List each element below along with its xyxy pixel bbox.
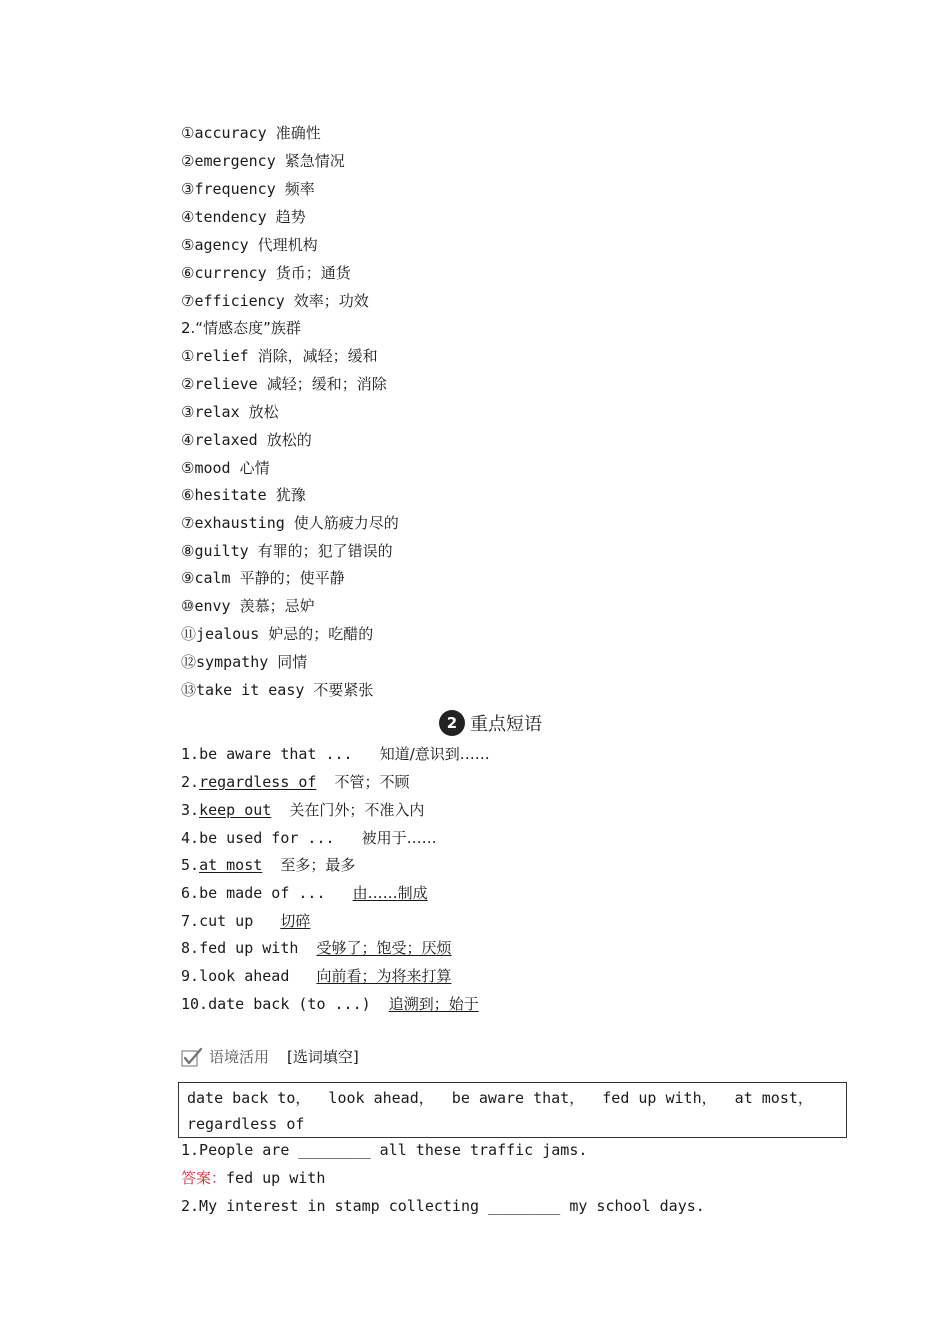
word-bank-line-2: regardless of xyxy=(187,1115,305,1133)
vocab-item: ⑦efficiency 效率；功效 xyxy=(181,292,369,310)
word-bank-box xyxy=(178,1082,847,1138)
phrase-item: 8.fed up with 受够了；饱受；厌烦 xyxy=(181,939,452,957)
vocab-item: ⑧guilty 有罪的；犯了错误的 xyxy=(181,542,393,560)
phrase-item: 1.be aware that ... 知道/意识到…… xyxy=(181,745,490,763)
phrase-item: 10.date back (to ...) 追溯到；始于 xyxy=(181,995,479,1013)
phrases-heading xyxy=(440,710,542,736)
section-label-text: 语境活用 xyxy=(209,1048,270,1066)
vocab-item: ③frequency 频率 xyxy=(181,180,315,198)
section-instruction: [选词填空] xyxy=(287,1048,359,1066)
exercise-question-1: 1.People are ________ all these traffic jams. xyxy=(181,1141,588,1159)
vocab-item: ⑪jealous 妒忌的；吃醋的 xyxy=(181,625,374,643)
vocab-item: ⑤mood 心情 xyxy=(181,459,270,477)
vocab-item: ②relieve 减轻；缓和；消除 xyxy=(181,375,387,393)
phrase-item: 6.be made of ... 由……制成 xyxy=(181,884,428,902)
exercise-answer-1 xyxy=(181,1168,325,1188)
phrase-item: 5.at most 至多；最多 xyxy=(181,856,356,874)
vocab-item: ⑤agency 代理机构 xyxy=(181,236,318,254)
vocab-item: ⑥hesitate 犹豫 xyxy=(181,486,306,504)
vocab-item: ④tendency 趋势 xyxy=(181,208,306,226)
phrase-item: 7.cut up 切碎 xyxy=(181,912,311,930)
phrase-item: 2.regardless of 不管；不顾 xyxy=(181,773,410,791)
checkmark-pencil-icon xyxy=(181,1047,203,1067)
group-title: 2.“情感态度”族群 xyxy=(181,319,301,337)
vocab-item: ⑩envy 羡慕；忌妒 xyxy=(181,597,315,615)
vocab-item: ①accuracy 准确性 xyxy=(181,124,321,142)
vocab-item: ④relaxed 放松的 xyxy=(181,431,312,449)
word-bank-line-1: date back to， look ahead， be aware that， fed up with， at most， xyxy=(187,1089,813,1107)
vocab-item: ①relief 消除，减轻；缓和 xyxy=(181,347,378,365)
vocab-item: ⑨calm 平静的；使平静 xyxy=(181,569,345,587)
phrase-item: 4.be used for ... 被用于…… xyxy=(181,829,437,847)
phrase-item: 3.keep out 关在门外；不准入内 xyxy=(181,801,425,819)
phrase-item: 9.look ahead 向前看；为将来打算 xyxy=(181,967,452,985)
vocab-item: ⑬take it easy 不要紧张 xyxy=(181,681,374,699)
exercise-question-2: 2.My interest in stamp collecting ________ my school days. xyxy=(181,1197,705,1215)
vocab-item: ⑫sympathy 同情 xyxy=(181,653,308,671)
section-title: 重点短语 xyxy=(470,714,542,735)
vocab-item: ⑦exhausting 使人筋疲力尽的 xyxy=(181,514,399,532)
answer-text: fed up with xyxy=(226,1169,326,1187)
section-number-badge: 2 xyxy=(440,711,464,735)
vocab-item: ③relax 放松 xyxy=(181,403,279,421)
answer-label: 答案： xyxy=(181,1169,227,1187)
vocab-item: ⑥currency 货币；通货 xyxy=(181,264,351,282)
vocab-item: ②emergency 紧急情况 xyxy=(181,152,345,170)
context-section-label xyxy=(181,1046,359,1067)
